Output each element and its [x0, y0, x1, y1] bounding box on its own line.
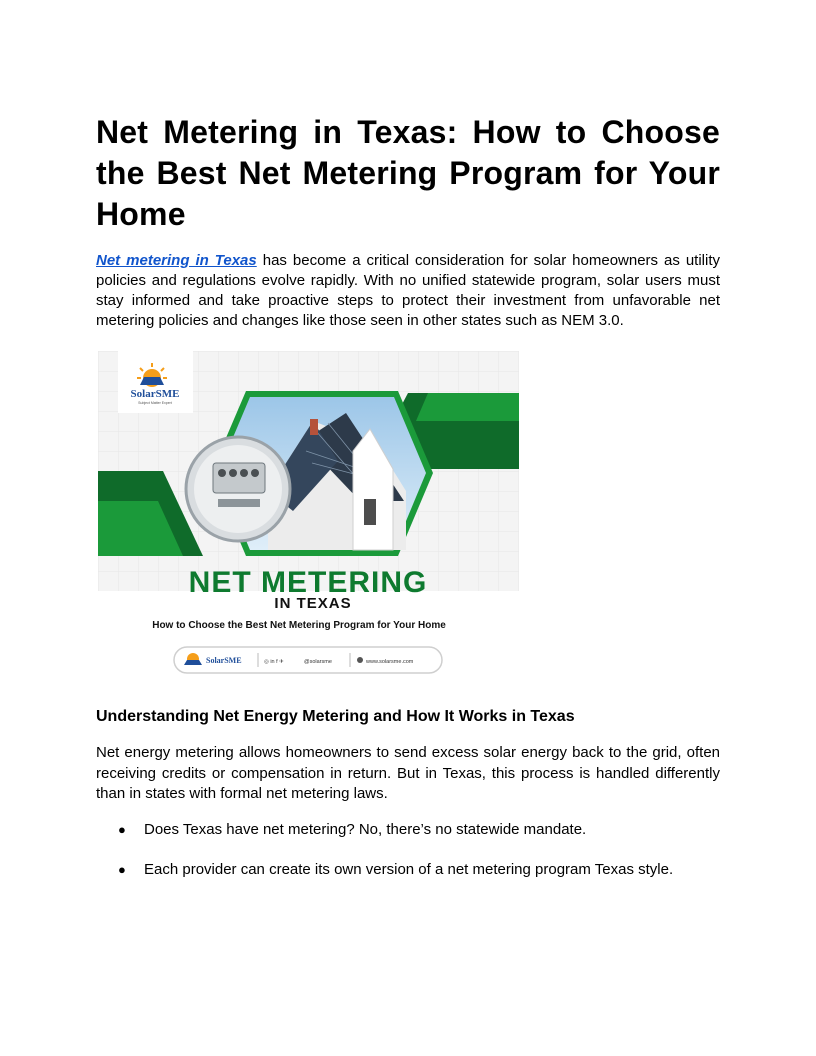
hero-banner-image [98, 351, 519, 681]
list-item-text: Does Texas have net metering? No, there’s no statewide mandate. [144, 821, 587, 838]
hero-footer-brand: SolarSME [206, 656, 242, 665]
hero-footer-site: www.solarsme.com [366, 659, 414, 665]
bullet-icon: ● [118, 822, 126, 837]
list-item [96, 860, 720, 880]
hero-caption: How to Choose the Best Net Metering Program for Your Home [152, 620, 446, 631]
intro-text: has become a critical consideration for solar homeowners as utility policies and regulations evolve rapidly. With no unified statewide program, solar users must stay informed and take proactive steps to protect their investment from unfavorable net metering policies and changes like those seen in other states such as NEM 3.0. [96, 252, 721, 329]
list-item [96, 820, 720, 840]
intro-paragraph [96, 251, 720, 331]
page-title: Net Metering in Texas: How to Choose the Best Net Metering Program for Your Home [96, 114, 720, 232]
bullet-list [96, 820, 720, 900]
hero-footer-social: @solarsme [304, 659, 332, 665]
section-paragraph: Net energy metering allows homeowners to send excess solar energy back to the grid, often receiving credits or compensation in return. But in Texas, this process is handled differently than in states with formal net metering laws. [96, 744, 720, 802]
bullet-icon: ● [118, 862, 126, 877]
section-heading: Understanding Net Energy Metering and How It Works in Texas [96, 708, 575, 725]
hero-brand-tagline: Subject Matter Expert [138, 401, 172, 405]
svg-text:◎ in f ✈: ◎ in f ✈ [264, 659, 284, 665]
list-item-text: Each provider can create its own version of a net metering program Texas style. [144, 861, 674, 878]
hero-subheadline: IN TEXAS [274, 595, 352, 612]
hero-headline: NET METERING [188, 566, 428, 599]
net-metering-texas-link[interactable]: Net metering in Texas [96, 252, 257, 269]
hero-brand-text: SolarSME [130, 388, 180, 400]
